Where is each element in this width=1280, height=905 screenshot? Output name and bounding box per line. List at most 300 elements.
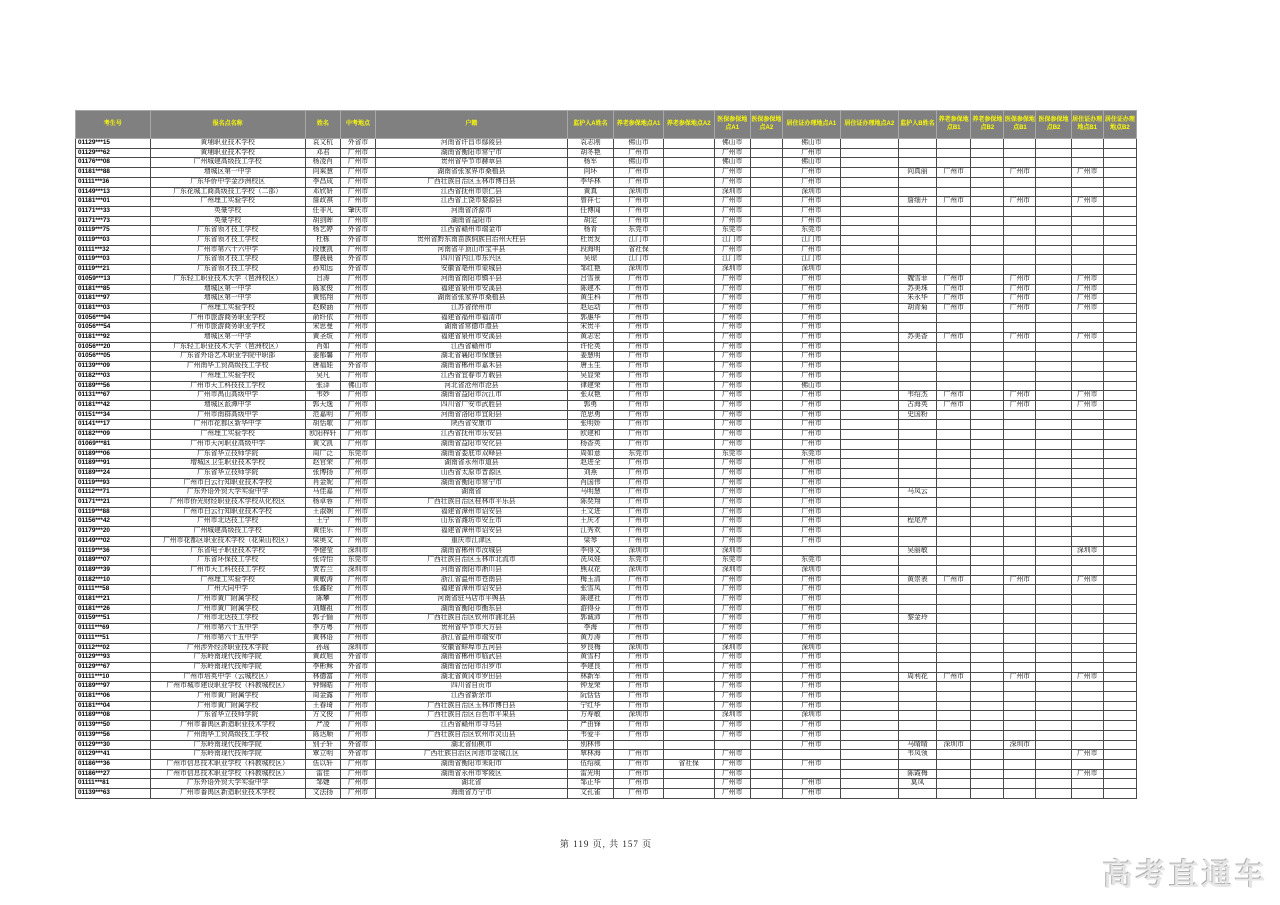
table-cell: 江苏省徐州市 xyxy=(376,303,567,313)
table-cell xyxy=(1103,779,1136,789)
table-cell xyxy=(898,158,936,168)
watermark: 高考直通车 xyxy=(1103,859,1268,892)
table-cell xyxy=(1103,226,1136,236)
table-cell xyxy=(840,187,898,197)
table-cell xyxy=(750,653,782,663)
table-cell: 方寿敏 xyxy=(567,711,614,721)
table-cell: 广州市 xyxy=(782,692,840,702)
table-cell: 李健莹 xyxy=(305,546,340,556)
table-cell: 广州市 xyxy=(714,760,750,770)
table-row xyxy=(76,624,1137,634)
table-cell xyxy=(663,226,714,236)
table-cell xyxy=(663,313,714,323)
table-row xyxy=(76,362,1137,372)
table-cell xyxy=(1071,595,1103,605)
table-cell: 广州市 xyxy=(714,468,750,478)
table-cell xyxy=(971,459,1004,469)
table-cell: 广州市 xyxy=(1004,333,1036,343)
table-cell xyxy=(663,381,714,391)
table-cell: 广州市 xyxy=(714,721,750,731)
table-cell xyxy=(971,779,1004,789)
table-cell: 黄崇表 xyxy=(898,575,936,585)
table-cell xyxy=(898,362,936,372)
table-cell xyxy=(663,342,714,352)
table-cell: 四川省自贡市 xyxy=(376,682,567,692)
table-cell: 广州市旅游商务职业学校 xyxy=(150,323,305,333)
table-row xyxy=(76,342,1137,352)
table-cell xyxy=(840,643,898,653)
table-cell: 外省市 xyxy=(340,255,375,265)
table-cell xyxy=(663,498,714,508)
table-cell: 江门市 xyxy=(614,236,664,246)
table-cell xyxy=(898,236,936,246)
table-cell: 深圳市 xyxy=(714,711,750,721)
table-cell xyxy=(1036,721,1071,731)
table-cell: 01176***08 xyxy=(76,158,151,168)
table-cell: 广州大同中学 xyxy=(150,585,305,595)
table-cell: 广州市 xyxy=(340,245,375,255)
table-cell: 广州市 xyxy=(340,333,375,343)
table-cell: 范嘉明 xyxy=(305,410,340,420)
table-cell xyxy=(840,430,898,440)
table-cell xyxy=(1071,245,1103,255)
table-cell: 广州市 xyxy=(1071,750,1103,760)
table-cell: 广州市 xyxy=(714,478,750,488)
table-cell: 朱永华 xyxy=(898,294,936,304)
table-cell xyxy=(663,303,714,313)
table-cell: 佛山市 xyxy=(782,158,840,168)
table-cell xyxy=(750,468,782,478)
table-row xyxy=(76,478,1137,488)
table-cell xyxy=(971,187,1004,197)
table-cell xyxy=(1036,158,1071,168)
table-cell xyxy=(1036,750,1071,760)
table-cell xyxy=(663,449,714,459)
table-row xyxy=(76,294,1137,304)
table-cell: 广州市 xyxy=(782,371,840,381)
table-cell: 深圳市 xyxy=(1071,546,1103,556)
table-cell: 王庆才 xyxy=(567,517,614,527)
table-cell: 广州市 xyxy=(714,672,750,682)
table-cell xyxy=(937,430,971,440)
table-cell: 段海明 xyxy=(567,245,614,255)
table-cell: 湖南省益阳市沅江市 xyxy=(376,391,567,401)
table-cell: 河南省平顶山市宝丰县 xyxy=(376,245,567,255)
table-cell xyxy=(840,139,898,149)
table-cell: 东莞市 xyxy=(614,449,664,459)
table-cell xyxy=(750,274,782,284)
table-cell: 浙江省温州市瑞安市 xyxy=(376,633,567,643)
table-cell: 湖南省常德市澧县 xyxy=(376,323,567,333)
table-cell: 01129***15 xyxy=(76,139,151,149)
table-cell: 广西壮族自治区钦州市灵山县 xyxy=(376,730,567,740)
table-cell xyxy=(663,274,714,284)
column-header: 报名点名称 xyxy=(150,111,305,139)
table-cell xyxy=(1071,653,1103,663)
table-cell xyxy=(840,779,898,789)
table-cell xyxy=(898,139,936,149)
table-cell xyxy=(1103,236,1136,246)
table-cell xyxy=(663,284,714,294)
table-cell: 广州市 xyxy=(937,168,971,178)
table-cell xyxy=(937,236,971,246)
table-cell: 01189***56 xyxy=(76,381,151,391)
table-cell xyxy=(1103,284,1136,294)
table-cell: 广州市 xyxy=(340,371,375,381)
table-cell xyxy=(971,488,1004,498)
table-cell: 广州市 xyxy=(782,682,840,692)
table-cell xyxy=(750,789,782,799)
table-cell: 广西壮族自治区桂林市平乐县 xyxy=(376,498,567,508)
table-cell: 贵州省毕节市赫章县 xyxy=(376,158,567,168)
column-header: 中考地点 xyxy=(340,111,375,139)
table-cell xyxy=(840,604,898,614)
table-cell xyxy=(937,517,971,527)
table-cell: 安徽省蚌埠市五河县 xyxy=(376,643,567,653)
table-row xyxy=(76,274,1137,284)
table-cell xyxy=(1071,342,1103,352)
table-cell xyxy=(1103,662,1136,672)
table-cell: 伍以轩 xyxy=(305,760,340,770)
table-cell: 唐玉生 xyxy=(567,362,614,372)
table-cell xyxy=(840,284,898,294)
table-cell xyxy=(937,420,971,430)
table-cell: 外省市 xyxy=(340,750,375,760)
table-cell xyxy=(663,168,714,178)
table-cell xyxy=(937,769,971,779)
table-cell: 广州市 xyxy=(614,517,664,527)
table-cell: 广州市 xyxy=(714,585,750,595)
table-cell: 广州市 xyxy=(614,789,664,799)
table-cell xyxy=(750,527,782,537)
table-cell: 广西壮族自治区钦州市浦北县 xyxy=(376,614,567,624)
table-cell: 广州市 xyxy=(1071,400,1103,410)
table-cell xyxy=(898,595,936,605)
table-cell xyxy=(840,507,898,517)
table-cell: 01149***02 xyxy=(76,536,151,546)
table-cell xyxy=(1036,410,1071,420)
table-cell xyxy=(840,527,898,537)
table-cell xyxy=(1036,439,1071,449)
table-cell: 广州市 xyxy=(614,536,664,546)
table-cell xyxy=(1103,216,1136,226)
table-cell: 广州市 xyxy=(614,420,664,430)
table-cell: 01182***09 xyxy=(76,430,151,440)
table-row xyxy=(76,313,1137,323)
table-cell: 广州市 xyxy=(714,769,750,779)
table-cell: 广州市 xyxy=(340,274,375,284)
table-cell xyxy=(1103,760,1136,770)
table-cell xyxy=(1036,614,1071,624)
table-cell: 广州市 xyxy=(614,672,664,682)
table-cell: 罗良梅 xyxy=(567,643,614,653)
column-header: 养老参保地点B1 xyxy=(937,111,971,139)
table-cell xyxy=(1004,760,1036,770)
table-cell xyxy=(750,750,782,760)
table-cell xyxy=(971,342,1004,352)
table-cell: 01111***36 xyxy=(76,177,151,187)
table-cell: 广州市 xyxy=(937,284,971,294)
table-cell xyxy=(1036,236,1071,246)
table-cell: 广西壮族自治区玉林市博白县 xyxy=(376,177,567,187)
table-row xyxy=(76,546,1137,556)
table-cell xyxy=(663,245,714,255)
table-cell xyxy=(1103,274,1136,284)
table-cell xyxy=(898,371,936,381)
table-row xyxy=(76,701,1137,711)
table-cell: 广州市 xyxy=(782,662,840,672)
table-cell: 广州市 xyxy=(1004,672,1036,682)
table-cell: 杨凌肖 xyxy=(305,158,340,168)
table-cell xyxy=(663,478,714,488)
table-cell: 广州市 xyxy=(340,730,375,740)
table-cell: 广州市 xyxy=(614,323,664,333)
table-cell: 江门市 xyxy=(782,236,840,246)
table-cell: 吴凡 xyxy=(305,371,340,381)
table-cell xyxy=(1103,352,1136,362)
table-cell xyxy=(663,527,714,537)
table-cell xyxy=(1036,789,1071,799)
table-row xyxy=(76,168,1137,178)
table-cell xyxy=(663,672,714,682)
table-cell: 广州市 xyxy=(782,439,840,449)
table-cell: 马晴晴 xyxy=(898,740,936,750)
table-cell: 冼凤娃 xyxy=(567,556,614,566)
table-cell: 深圳市 xyxy=(340,546,375,556)
table-cell: 英豪学校 xyxy=(150,206,305,216)
table-cell xyxy=(1036,245,1071,255)
table-cell xyxy=(898,430,936,440)
table-cell: 01111***10 xyxy=(76,672,151,682)
table-row xyxy=(76,400,1137,410)
table-cell xyxy=(937,187,971,197)
table-cell xyxy=(1036,313,1071,323)
table-cell xyxy=(750,672,782,682)
table-cell xyxy=(937,439,971,449)
table-cell xyxy=(750,333,782,343)
table-cell xyxy=(898,148,936,158)
table-cell: 贵州省毕节市大方县 xyxy=(376,624,567,634)
table-cell xyxy=(750,692,782,702)
table-row xyxy=(76,779,1137,789)
table-cell xyxy=(1103,750,1136,760)
table-cell xyxy=(971,255,1004,265)
table-cell: 赵睽涵 xyxy=(305,303,340,313)
table-cell xyxy=(750,197,782,207)
table-cell: 增城区第一中学 xyxy=(150,333,305,343)
table-cell xyxy=(1004,420,1036,430)
table-cell xyxy=(663,556,714,566)
table-cell xyxy=(663,682,714,692)
table-row xyxy=(76,517,1137,527)
table-cell xyxy=(840,410,898,420)
table-cell: 李方粤 xyxy=(305,624,340,634)
table-cell: 广州市北达技工学校 xyxy=(150,614,305,624)
table-cell: 广州市 xyxy=(340,692,375,702)
table-cell xyxy=(840,303,898,313)
table-cell xyxy=(1103,789,1136,799)
table-cell xyxy=(1004,682,1036,692)
table-cell: 外省市 xyxy=(340,740,375,750)
table-cell xyxy=(1004,604,1036,614)
table-cell: 增城区第一中学 xyxy=(150,284,305,294)
table-cell xyxy=(750,624,782,634)
table-cell xyxy=(1004,177,1036,187)
table-cell xyxy=(663,546,714,556)
table-row xyxy=(76,197,1137,207)
table-cell xyxy=(937,750,971,760)
table-cell xyxy=(1004,245,1036,255)
table-cell: 郭天逸 xyxy=(305,400,340,410)
table-cell: 广州市 xyxy=(714,730,750,740)
table-cell xyxy=(840,294,898,304)
table-cell: 广州市 xyxy=(782,672,840,682)
table-cell: 增城区派潭中学 xyxy=(150,400,305,410)
table-cell: 梁奥文 xyxy=(305,536,340,546)
table-cell xyxy=(750,187,782,197)
table-cell: 广州市 xyxy=(614,333,664,343)
table-cell xyxy=(1071,517,1103,527)
table-cell xyxy=(1071,226,1103,236)
table-cell: 广州市 xyxy=(782,391,840,401)
table-cell xyxy=(971,624,1004,634)
table-cell: 01186***36 xyxy=(76,760,151,770)
table-cell: 张诗怡 xyxy=(305,556,340,566)
table-cell: 01189***06 xyxy=(76,449,151,459)
table-cell: 广州市 xyxy=(614,662,664,672)
table-cell xyxy=(1036,556,1071,566)
table-cell: 覃林海 xyxy=(567,750,614,760)
table-cell xyxy=(840,236,898,246)
table-cell xyxy=(1036,653,1071,663)
table-cell: 广州市 xyxy=(782,614,840,624)
table-cell: 01171***33 xyxy=(76,206,151,216)
table-cell: 湖南省岳阳市汨罗市 xyxy=(376,662,567,672)
table-cell: 宋贵平 xyxy=(567,323,614,333)
table-cell xyxy=(1036,216,1071,226)
table-cell: 广东岭南现代技师学院 xyxy=(150,653,305,663)
table-cell: 01119***36 xyxy=(76,546,151,556)
table-cell: 广州市 xyxy=(714,323,750,333)
table-cell xyxy=(1004,536,1036,546)
table-cell xyxy=(1103,177,1136,187)
table-cell xyxy=(898,633,936,643)
table-cell: 马凤云 xyxy=(898,488,936,498)
table-cell: 广州市 xyxy=(937,672,971,682)
table-cell xyxy=(898,789,936,799)
table-cell: 广州市 xyxy=(614,371,664,381)
table-cell: 韦爱平 xyxy=(567,730,614,740)
table-cell: 广州市 xyxy=(340,294,375,304)
table-cell xyxy=(1103,624,1136,634)
table-cell xyxy=(971,498,1004,508)
table-cell: 周金露 xyxy=(305,692,340,702)
table-row xyxy=(76,556,1137,566)
table-cell: 广州市 xyxy=(614,604,664,614)
table-cell xyxy=(663,187,714,197)
table-cell: 张雪凤 xyxy=(567,585,614,595)
table-cell: 江门市 xyxy=(782,255,840,265)
table-cell xyxy=(898,352,936,362)
table-cell xyxy=(1071,527,1103,537)
table-cell xyxy=(1004,158,1036,168)
table-cell xyxy=(714,740,750,750)
table-cell: 吴丽敏 xyxy=(898,546,936,556)
table-cell xyxy=(1036,391,1071,401)
table-cell: 广州市 xyxy=(714,595,750,605)
table-row xyxy=(76,692,1137,702)
table-cell xyxy=(898,585,936,595)
table-cell: 01189***24 xyxy=(76,468,151,478)
table-cell: 广州市 xyxy=(714,303,750,313)
table-cell: 01182***10 xyxy=(76,575,151,585)
table-cell: 广东省领才技工学校 xyxy=(150,226,305,236)
table-cell xyxy=(750,740,782,750)
table-row xyxy=(76,352,1137,362)
table-cell xyxy=(1004,468,1036,478)
table-cell xyxy=(937,468,971,478)
table-cell: 广州市 xyxy=(340,430,375,440)
table-cell: 杜贵发 xyxy=(567,236,614,246)
table-cell: 广州市 xyxy=(340,536,375,546)
table-cell xyxy=(937,352,971,362)
table-cell xyxy=(1004,265,1036,275)
table-cell xyxy=(898,701,936,711)
table-cell: 广州市 xyxy=(714,362,750,372)
table-cell xyxy=(971,430,1004,440)
table-cell xyxy=(937,265,971,275)
table-cell: 广州理工实验学校 xyxy=(150,303,305,313)
table-cell: 广州市 xyxy=(782,730,840,740)
table-cell xyxy=(750,614,782,624)
table-cell: 广州市 xyxy=(614,701,664,711)
table-cell xyxy=(1103,459,1136,469)
table-cell: 广州市 xyxy=(614,459,664,469)
table-cell: 广州理工实验学校 xyxy=(150,371,305,381)
table-cell: 广州市 xyxy=(782,789,840,799)
table-cell: 广州市 xyxy=(1071,769,1103,779)
table-cell xyxy=(937,604,971,614)
table-cell xyxy=(1004,507,1036,517)
table-cell: 广州市 xyxy=(340,284,375,294)
table-cell: 东莞市 xyxy=(340,449,375,459)
table-cell xyxy=(663,158,714,168)
table-cell: 广州市 xyxy=(714,604,750,614)
table-cell xyxy=(898,565,936,575)
table-cell: 广州市 xyxy=(782,274,840,284)
table-cell xyxy=(937,546,971,556)
table-cell xyxy=(840,468,898,478)
table-cell: 广州市 xyxy=(340,420,375,430)
table-cell: 深圳市 xyxy=(937,740,971,750)
table-cell: 郭诚沛 xyxy=(567,614,614,624)
table-cell: 广东省环保技工学校 xyxy=(150,556,305,566)
table-cell: 浙江省温州市苍南县 xyxy=(376,575,567,585)
table-cell xyxy=(1103,546,1136,556)
table-cell xyxy=(663,148,714,158)
table-cell: 江门市 xyxy=(614,255,664,265)
table-cell: 广州市 xyxy=(714,779,750,789)
table-cell: 河南省济源市 xyxy=(376,206,567,216)
table-cell xyxy=(663,624,714,634)
table-cell: 广州市 xyxy=(614,595,664,605)
table-cell: 肖金妮 xyxy=(305,478,340,488)
table-cell: 别林伟 xyxy=(567,740,614,750)
table-cell: 广东岭南现代技师学院 xyxy=(150,750,305,760)
table-cell xyxy=(782,546,840,556)
table-cell xyxy=(971,672,1004,682)
table-cell: 广州市侨光财经职业技术学校从化校区 xyxy=(150,498,305,508)
